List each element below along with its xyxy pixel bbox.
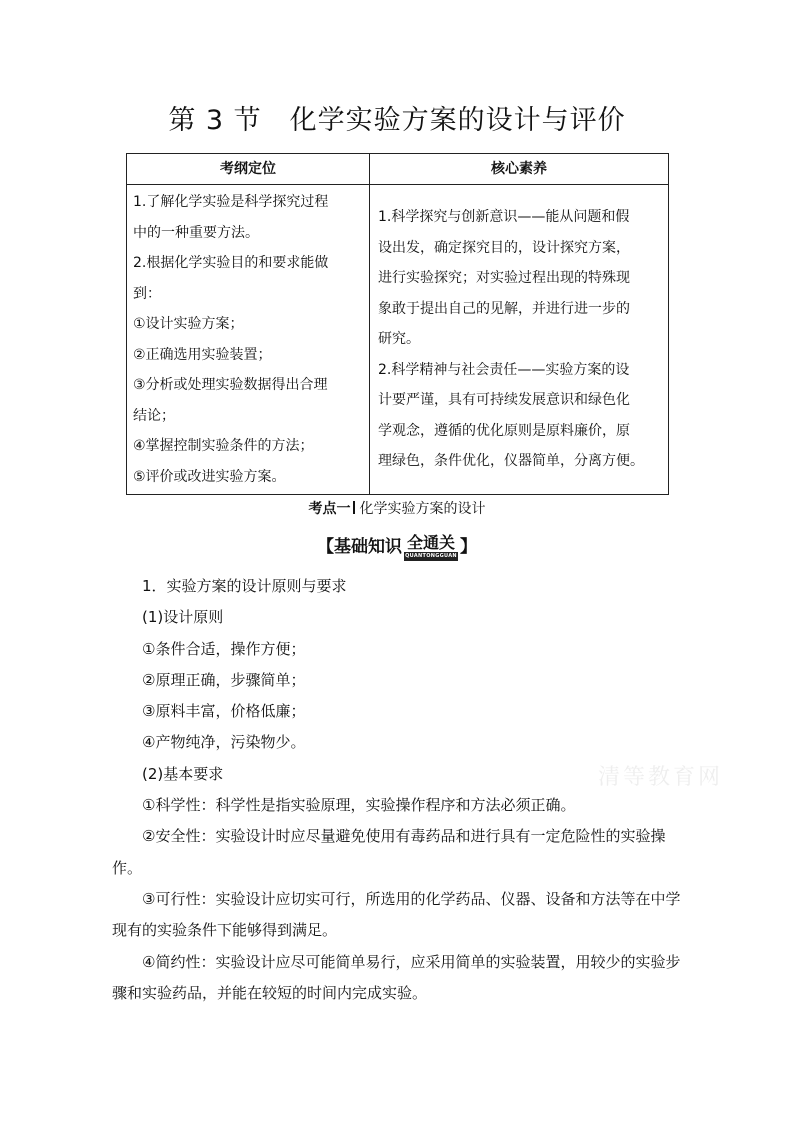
literacy-line: 1.科学探究与创新意识——能从问题和假 bbox=[378, 209, 630, 226]
section-heading bbox=[0, 498, 794, 518]
header-literacy: 核心素养 bbox=[370, 154, 669, 185]
literacy-line: 设出发，确定探究目的，设计探究方案， bbox=[378, 239, 630, 256]
literacy-line: 进行实验探究；对实验过程出现的特殊现 bbox=[378, 270, 630, 287]
literacy-line: 象敢于提出自己的见解，并进行进一步的 bbox=[378, 300, 630, 317]
requirement-paragraph: ④简约性：实验设计应尽可能简单易行，应采用简单的实验装置，用较少的实验步骤和实验药品，并能在较短的时间内完成实验。 bbox=[112, 952, 681, 1002]
badge-text: 全通关 bbox=[406, 532, 455, 552]
badge-pinyin: QUANTONGGUAN bbox=[405, 552, 457, 559]
outline-line: 中的一种重要方法。 bbox=[133, 224, 259, 241]
outline-line: ④掌握控制实验条件的方法； bbox=[133, 438, 314, 454]
header-outline: 考纲定位 bbox=[127, 154, 370, 185]
heading-1: 1．实验方案的设计原则与要求 bbox=[142, 577, 347, 595]
requirement-paragraph: ①科学性：科学性是指实验原理，实验操作程序和方法必须正确。 bbox=[142, 796, 576, 815]
outline-cell bbox=[127, 185, 370, 495]
outline-line: 1.了解化学实验是科学探究过程 bbox=[133, 194, 329, 210]
page-title: 第 3 节 化学实验方案的设计与评价 bbox=[168, 105, 626, 136]
outline-line: ②正确选用实验装置； bbox=[133, 346, 272, 363]
section-title: 化学实验方案的设计 bbox=[359, 501, 486, 517]
section-label: 考点一 bbox=[308, 501, 351, 517]
literacy-line: 学观念，遵循的优化原则是原料廉价，原 bbox=[378, 422, 630, 439]
literacy-cell bbox=[370, 185, 669, 495]
requirement-paragraph: ②安全性：实验设计时应尽量避免使用有毒药品和进行具有一定危险性的实验操作。 bbox=[112, 827, 666, 877]
outline-line: 2.根据化学实验目的和要求能做 bbox=[133, 255, 329, 271]
principle-item: ③原料丰富，价格低廉； bbox=[142, 702, 306, 721]
outline-line: ⑤评价或改进实验方案。 bbox=[133, 468, 286, 485]
outline-line: ①设计实验方案； bbox=[133, 316, 244, 332]
banner-left: 【基础知识 bbox=[316, 537, 402, 557]
outline-line: 结论； bbox=[133, 407, 175, 424]
basic-knowledge-banner bbox=[0, 532, 794, 561]
quantongguan-badge bbox=[404, 534, 458, 561]
section-divider bbox=[353, 501, 355, 514]
outline-line: ③分析或处理实验数据得出合理 bbox=[133, 377, 328, 393]
banner-right: 】 bbox=[460, 537, 477, 557]
principle-item: ①条件合适，操作方便； bbox=[142, 639, 306, 658]
literacy-line: 理绿色，条件优化，仪器简单，分离方便。 bbox=[378, 453, 644, 470]
subheading-principles: (1)设计原则 bbox=[142, 608, 224, 627]
watermark: 清等教育网 bbox=[598, 765, 724, 790]
literacy-line: 计要严谨，具有可持续发展意识和绿色化 bbox=[378, 392, 630, 409]
literacy-line: 2.科学精神与社会责任——实验方案的设 bbox=[378, 361, 630, 378]
outline-line: 到： bbox=[133, 285, 161, 302]
literacy-line: 研究。 bbox=[378, 331, 420, 348]
requirement-paragraph: ③可行性：实验设计应切实可行，所选用的化学药品、仪器、设备和方法等在中学现有的实验条件下能够得到满足。 bbox=[112, 889, 681, 940]
principle-item: ②原理正确，步骤简单； bbox=[142, 670, 306, 689]
subheading-requirements: (2)基本要求 bbox=[142, 764, 224, 783]
principle-item: ④产物纯净，污染物少。 bbox=[142, 733, 306, 752]
curriculum-table bbox=[126, 153, 669, 495]
